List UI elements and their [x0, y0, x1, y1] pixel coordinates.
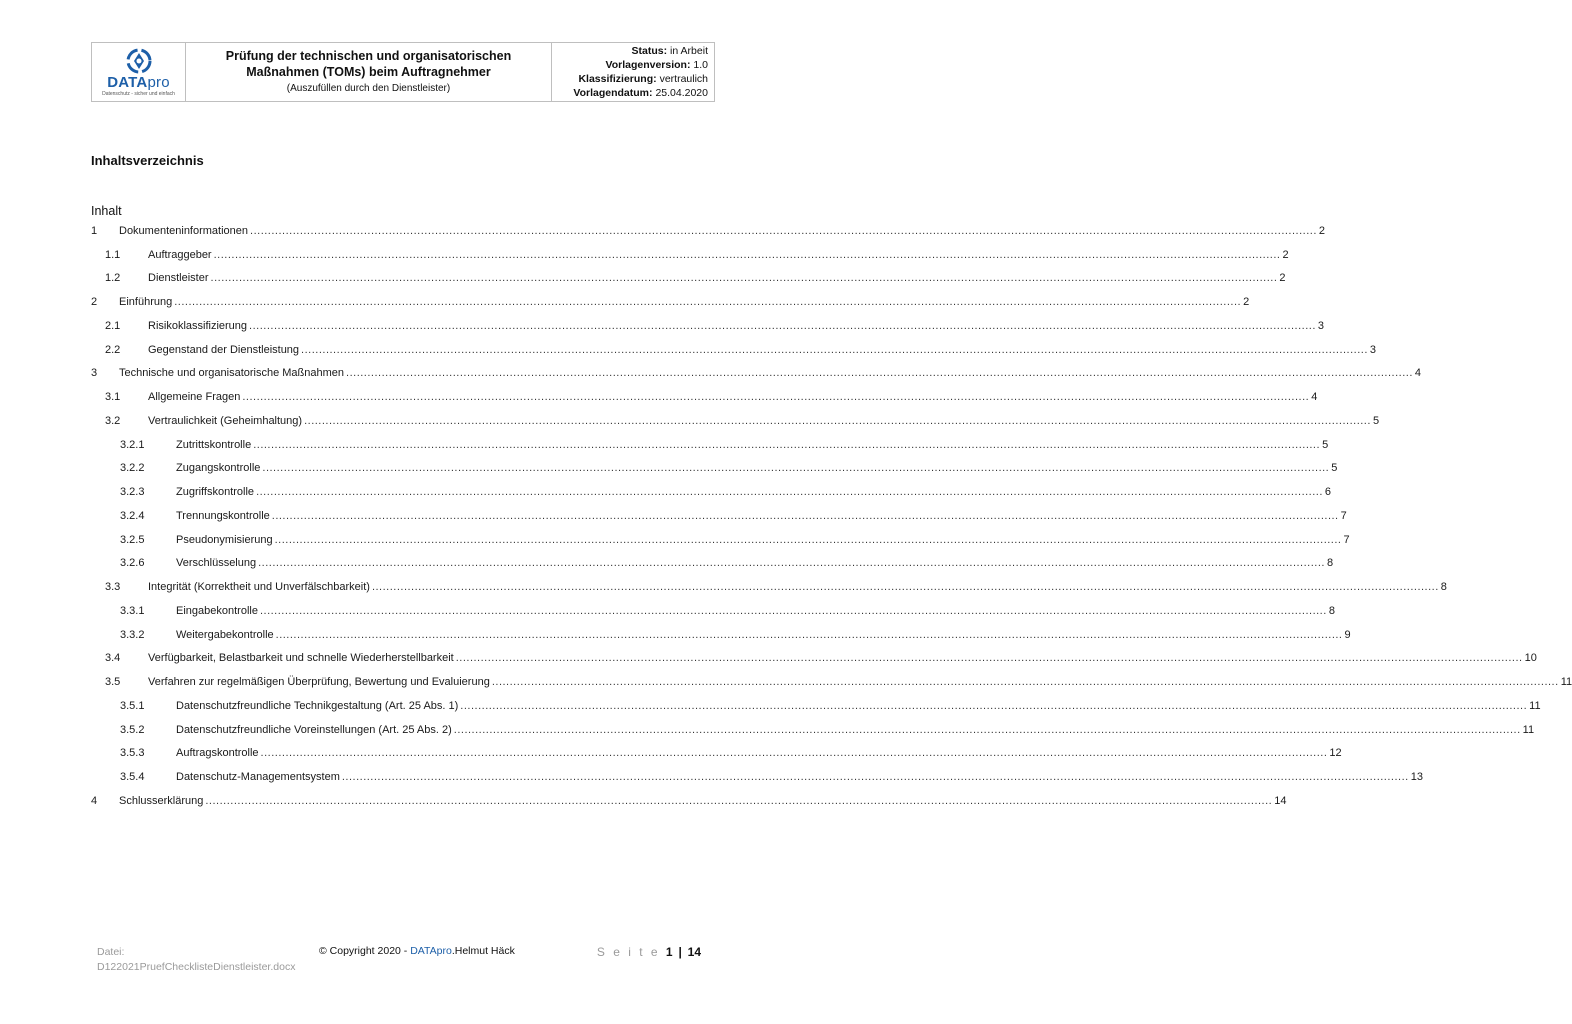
toc-entry-page: 8 — [1440, 581, 1447, 594]
template-date-row: Vorlagendatum: 25.04.2020 — [573, 87, 708, 99]
toc-entry-page: 6 — [1324, 486, 1332, 499]
toc-entry[interactable] — [91, 575, 1447, 599]
toc-entry[interactable] — [91, 504, 1347, 528]
toc-leader-dots: ............................................................................................................................................................................................................................................................................................................ — [455, 652, 1523, 665]
toc-leader-dots: ............................................................................................................................................................................................................................................................................................................ — [304, 414, 1371, 427]
toc-entry-number: 3.3.1 — [120, 604, 145, 617]
toc-leader-dots: ............................................................................................................................................................................................................................................................................................................ — [258, 557, 1325, 570]
toc-leader-dots: ............................................................................................................................................................................................................................................................................................................ — [174, 296, 1242, 309]
footer-file-name: D122021PruefChecklisteDienstleister.docx — [97, 961, 296, 973]
toc-entry-line — [176, 438, 1329, 451]
toc-entry-label: Schlusserklärung — [119, 794, 204, 807]
toc-leader-dots: ............................................................................................................................................................................................................................................................................................................ — [346, 367, 1413, 380]
toc-entry-label: Dienstleister — [148, 272, 209, 285]
toc-entry-number: 3.2.6 — [120, 557, 145, 570]
toc-entry-number: 1 — [91, 224, 98, 237]
toc-entry-page: 13 — [1410, 771, 1423, 784]
toc-entry-number: 1.1 — [105, 248, 121, 261]
toc-entry-page: 7 — [1343, 533, 1350, 546]
toc-entry-label: Eingabekontrolle — [176, 604, 258, 617]
toc-entry-label: Allgemeine Fragen — [148, 391, 241, 404]
toc-entry-page: 8 — [1328, 604, 1335, 617]
toc-entry-number: 3 — [91, 367, 98, 380]
toc-entry-label: Zugriffskontrolle — [176, 486, 255, 499]
toc-entry-page: 7 — [1340, 509, 1347, 522]
logo-tagline: Datenschutz - sicher und einfach — [102, 90, 175, 97]
toc-entry-label: Integrität (Korrektheit und Unverfälschbarkeit) — [148, 581, 370, 594]
toc-entry-label: Einführung — [119, 296, 173, 309]
toc-entry-line — [176, 723, 1535, 736]
toc-entry-line — [176, 604, 1335, 617]
toc-leader-dots: ............................................................................................................................................................................................................................................................................................................ — [491, 676, 1559, 689]
toc-entry-line — [148, 414, 1380, 427]
toc-entry-page: 2 — [1243, 296, 1250, 309]
toc-entry-line — [176, 747, 1342, 760]
toc-leader-dots: ............................................................................................................................................................................................................................................................................................................ — [205, 794, 1273, 807]
toc-entry-page: 11 — [1560, 676, 1572, 689]
toc-entry-line — [176, 628, 1351, 641]
footer-page-number: S e i t e 1 | 14 — [596, 945, 701, 959]
toc-entry-number: 3.3.2 — [120, 628, 145, 641]
toc-entry[interactable] — [91, 409, 1380, 433]
toc-entry-label: Vertraulichkeit (Geheimhaltung) — [148, 414, 303, 427]
toc-entry[interactable] — [91, 765, 1423, 789]
toc-entry-label: Datenschutzfreundliche Technikgestaltung (Art. 25 Abs. 1) — [176, 699, 459, 712]
toc-entry-page: 3 — [1369, 343, 1377, 356]
toc-entry-label: Datenschutzfreundliche Voreinstellungen (Art. 25 Abs. 2) — [176, 723, 452, 736]
toc-entry[interactable] — [91, 670, 1572, 694]
toc-entry-label: Weitergabekontrolle — [176, 628, 274, 641]
document-title-line2: Maßnahmen (TOMs) beim Auftragnehmer — [246, 65, 491, 79]
toc-entry-number: 4 — [91, 794, 98, 807]
toc-entry-page: 10 — [1524, 652, 1537, 665]
toc-entry[interactable] — [91, 338, 1377, 362]
toc-entry[interactable] — [91, 267, 1286, 291]
toc-leader-dots: ............................................................................................................................................................................................................................................................................................................ — [259, 604, 1327, 617]
toc-entry-line — [119, 296, 1250, 309]
toc-entry-line — [148, 248, 1289, 261]
toc-entry-label: Auftraggeber — [148, 248, 212, 261]
toc-entry-number: 2.1 — [105, 319, 121, 332]
toc-entry-line — [176, 557, 1334, 570]
toc-entry-number: 3.2.2 — [120, 462, 145, 475]
document-meta — [552, 43, 714, 101]
toc-entry-number: 3.5.1 — [120, 699, 145, 712]
toc-entry-label: Zutrittskontrolle — [176, 438, 252, 451]
toc-leader-dots: ............................................................................................................................................................................................................................................................................................................ — [213, 248, 1281, 261]
toc-entry[interactable] — [91, 385, 1318, 409]
version-row: Vorlagenversion: 1.0 — [605, 59, 708, 71]
toc-leader-dots: ............................................................................................................................................................................................................................................................................................................ — [242, 391, 1310, 404]
footer-copyright: © Copyright 2020 - DATApro.Helmut Häck — [319, 945, 515, 957]
toc-entry-page: 4 — [1414, 367, 1422, 380]
toc-entry[interactable] — [91, 219, 1326, 243]
toc-entry[interactable] — [91, 314, 1325, 338]
toc-entry-label: Zugangskontrolle — [176, 462, 261, 475]
toc-entry-line — [176, 462, 1338, 475]
toc-entry-line — [119, 367, 1422, 380]
toc-leader-dots: ............................................................................................................................................................................................................................................................................................................ — [271, 509, 1339, 522]
toc-entry-page: 12 — [1329, 747, 1342, 760]
toc-entry-label: Auftragskontrolle — [176, 747, 259, 760]
toc-entry-page: 5 — [1331, 462, 1338, 475]
toc-entry-number: 2.2 — [105, 343, 121, 356]
toc-leader-dots: ............................................................................................................................................................................................................................................................................................................ — [301, 343, 1368, 356]
toc-leader-dots: ............................................................................................................................................................................................................................................................................................................ — [249, 319, 1316, 332]
toc-entry[interactable] — [91, 718, 1535, 742]
toc-leader-dots: ............................................................................................................................................................................................................................................................................................................ — [253, 438, 1321, 451]
toc-entry-line — [148, 319, 1325, 332]
toc-entry-page: 5 — [1372, 414, 1380, 427]
toc-entry-label: Verfügbarkeit, Belastbarkeit und schnelle Wiederherstellbarkeit — [148, 652, 454, 665]
toc-entry-page: 2 — [1282, 248, 1289, 261]
toc-entry-number: 3.2.4 — [120, 509, 145, 522]
toc-entry-label: Pseudonymisierung — [176, 533, 273, 546]
toc-entry-number: 3.1 — [105, 391, 121, 404]
toc-leader-dots: ............................................................................................................................................................................................................................................................................................................ — [250, 224, 1317, 237]
toc-entry-page: 11 — [1522, 723, 1535, 736]
toc-leader-dots: ............................................................................................................................................................................................................................................................................................................ — [460, 699, 1528, 712]
page-footer — [97, 945, 709, 995]
toc-entry[interactable] — [91, 528, 1350, 552]
document-subtitle: (Auszufüllen durch den Dienstleister) — [286, 83, 451, 94]
toc-leader-dots: ............................................................................................................................................................................................................................................................................................................ — [210, 272, 1278, 285]
toc-entry-line — [176, 509, 1347, 522]
footer-file — [97, 945, 307, 975]
toc-entry-label: Gegenstand der Dienstleistung — [148, 343, 300, 356]
toc-entry-number: 3.5 — [105, 676, 121, 689]
toc-entry-line — [148, 391, 1318, 404]
toc-entry-page: 2 — [1279, 272, 1286, 285]
toc-entry-number: 1.2 — [105, 272, 121, 285]
document-title-line1: Prüfung der technischen und organisatorischen — [225, 49, 512, 63]
document-header — [91, 42, 715, 102]
document-title-block — [186, 43, 552, 101]
toc-entry-line — [176, 771, 1423, 784]
toc-entry-label: Dokumenteninformationen — [119, 224, 249, 237]
toc-entry-number: 2 — [91, 296, 98, 309]
toc-entry-label: Datenschutz-Managementsystem — [176, 771, 340, 784]
toc-entry[interactable] — [91, 552, 1334, 576]
logo-text: DATApro — [107, 73, 170, 91]
toc-entry-number: 3.2.5 — [120, 533, 145, 546]
toc-entry-number: 3.2.1 — [120, 438, 145, 451]
toc-entry-line — [176, 533, 1350, 546]
classification-row: Klassifizierung: vertraulich — [578, 73, 708, 85]
toc-entry-number: 3.2 — [105, 414, 121, 427]
toc-entry-page: 3 — [1317, 319, 1325, 332]
toc-entry-page: 5 — [1322, 438, 1329, 451]
toc-entry-page: 8 — [1326, 557, 1334, 570]
toc-entry-page: 2 — [1318, 224, 1326, 237]
toc-entry-page: 9 — [1344, 628, 1351, 641]
toc-entry[interactable] — [91, 599, 1335, 623]
toc-entry[interactable] — [91, 290, 1250, 314]
toc-entry-number: 3.5.3 — [120, 747, 145, 760]
toc-leader-dots: ............................................................................................................................................................................................................................................................................................................ — [262, 462, 1330, 475]
toc-entry-line — [148, 676, 1572, 689]
toc-entry-label: Technische und organisatorische Maßnahmen — [119, 367, 345, 380]
toc-entry-number: 3.2.3 — [120, 486, 145, 499]
toc-entry-line — [119, 224, 1326, 237]
toc-entry-page: 11 — [1529, 699, 1541, 712]
toc-subheading: Inhalt — [91, 204, 122, 218]
toc-entry[interactable] — [91, 457, 1338, 481]
toc-entry[interactable] — [91, 789, 1287, 813]
toc-entry-page: 14 — [1274, 794, 1287, 807]
toc-leader-dots: ............................................................................................................................................................................................................................................................................................................ — [260, 747, 1328, 760]
toc-entry-number: 3.4 — [105, 652, 121, 665]
toc-leader-dots: ............................................................................................................................................................................................................................................................................................................ — [256, 486, 1323, 499]
toc-leader-dots: ............................................................................................................................................................................................................................................................................................................ — [274, 533, 1342, 546]
toc-entry-label: Verfahren zur regelmäßigen Überprüfung, Bewertung und Evaluierung — [148, 676, 490, 689]
toc-entry[interactable] — [91, 623, 1351, 647]
toc-leader-dots: ............................................................................................................................................................................................................................................................................................................ — [341, 771, 1409, 784]
toc-entry-label: Risikoklassifizierung — [148, 319, 248, 332]
logo-mark-icon — [126, 48, 152, 74]
toc-entry[interactable] — [91, 647, 1537, 671]
logo — [92, 43, 186, 101]
toc-entry-label: Trennungskontrolle — [176, 509, 270, 522]
toc-entry[interactable] — [91, 243, 1289, 267]
toc-entry-line — [148, 343, 1377, 356]
toc-entry-line — [148, 581, 1447, 594]
toc-entry[interactable] — [91, 433, 1329, 457]
toc-entry-line — [148, 272, 1286, 285]
toc-entry-page: 4 — [1311, 391, 1318, 404]
toc-entry-number: 3.5.2 — [120, 723, 145, 736]
status-row: Status: in Arbeit — [631, 45, 708, 57]
toc-entry-line — [119, 794, 1287, 807]
toc-leader-dots: ............................................................................................................................................................................................................................................................................................................ — [453, 723, 1521, 736]
toc-entry-line — [148, 652, 1537, 665]
toc-entry[interactable] — [91, 480, 1332, 504]
toc-entry[interactable] — [91, 694, 1541, 718]
toc-entry-number: 3.5.4 — [120, 771, 145, 784]
toc-entry-line — [176, 699, 1541, 712]
toc-entry[interactable] — [91, 362, 1422, 386]
toc-entry-number: 3.3 — [105, 581, 121, 594]
toc-entry-label: Verschlüsselung — [176, 557, 257, 570]
footer-file-label: Datei: — [97, 946, 125, 958]
toc-heading: Inhaltsverzeichnis — [91, 153, 204, 168]
toc-entry-line — [176, 486, 1332, 499]
toc-leader-dots: ............................................................................................................................................................................................................................................................................................................ — [371, 581, 1439, 594]
toc-leader-dots: ............................................................................................................................................................................................................................................................................................................ — [275, 628, 1343, 641]
toc-entry[interactable] — [91, 742, 1342, 766]
table-of-contents — [91, 219, 1572, 813]
